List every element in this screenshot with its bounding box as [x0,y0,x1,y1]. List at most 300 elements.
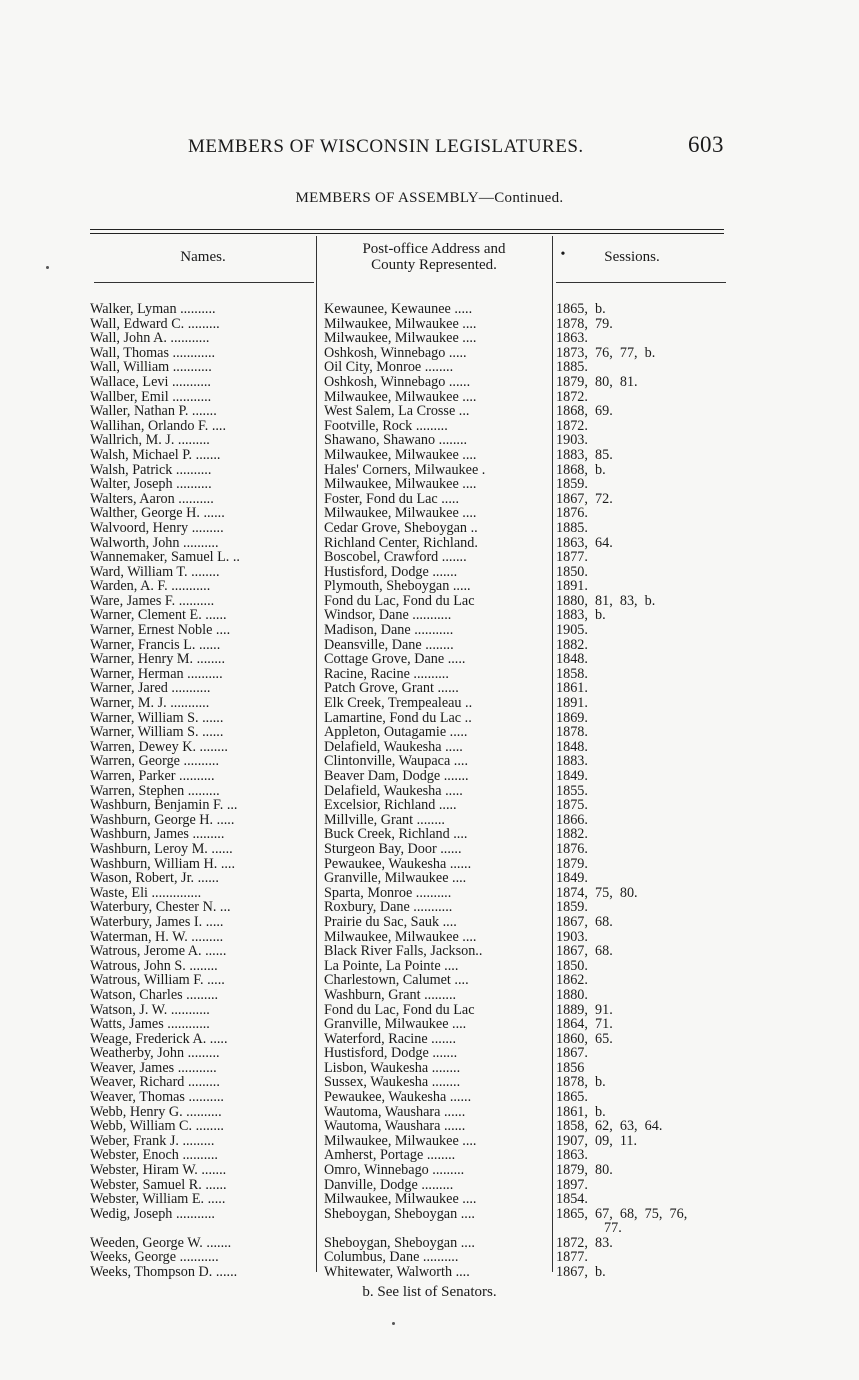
sessions-served [556,1250,736,1265]
member-name: Walter, Joseph .......... [90,477,212,492]
post-office-address: Milwaukee, Milwaukee .... [324,1192,477,1207]
sessions-line: 1880, 81, 83, b. [556,592,656,609]
table-row [0,740,859,755]
post-office-address: West Salem, La Crosse ... [324,404,470,419]
sessions-line: 1873, 76, 77, b. [556,344,656,361]
sessions-served [556,667,736,682]
sessions-line: 1848. [556,738,588,755]
member-name: Watrous, William F. ..... [90,973,225,988]
sessions-line: 1867, b. [556,1264,606,1280]
sessions-line: 1872. [556,388,588,405]
table-row [0,667,859,682]
sessions-line: 1858, 62, 63, 64. [556,1118,663,1135]
member-name: Ward, William T. ........ [90,564,220,580]
post-office-address: Millville, Grant ........ [324,812,445,828]
sessions-line: 1889, 91. [556,1001,613,1018]
sessions-served [556,681,736,696]
table-row [0,1178,859,1193]
post-office-address: Milwaukee, Milwaukee .... [324,316,477,332]
member-name: Washburn, William H. .... [90,856,236,872]
member-name: Watrous, Jerome A. ...... [90,944,227,959]
table-row [0,959,859,974]
table-row [0,623,859,638]
member-name: Warren, George .......... [90,754,219,769]
sessions-line: 1879, 80, 81. [556,373,638,390]
sessions-line: 1872. [556,417,588,434]
member-name: Warner, Ernest Noble .... [90,623,231,638]
sessions-line: 1882. [556,826,588,843]
sessions-served [556,375,736,390]
table-row [0,1207,859,1236]
table-row [0,696,859,711]
sessions-continuation: 77. [604,1220,622,1237]
post-office-address: Buck Creek, Richland .... [324,827,468,842]
post-office-address: Danville, Dodge ......... [324,1177,454,1193]
post-office-address: Sussex, Waukesha ........ [324,1075,461,1091]
sessions-line: 1859. [556,899,588,916]
sessions-served [556,1032,736,1047]
member-name: Weaver, James ........... [90,1060,217,1076]
post-office-address: Hustisford, Dodge ....... [324,1046,458,1061]
sessions-served [556,900,736,915]
sessions-served [556,550,736,565]
member-name: Warner, William S. ...... [90,710,224,726]
table-row [0,813,859,828]
footnote: b. See list of Senators. [362,1284,497,1300]
member-name: Warner, Herman .......... [90,666,223,682]
member-name: Watson, J. W. ........... [90,1002,210,1018]
sessions-line: 1867, 72. [556,490,613,507]
table-row [0,1046,859,1061]
sessions-line: 1854. [556,1191,588,1208]
sessions-line: 1905. [556,622,588,639]
post-office-address: Foster, Fond du Lac ..... [324,491,459,507]
sessions-served [556,579,736,594]
sessions-line: 1865. [556,1089,588,1106]
table-row [0,681,859,696]
member-name: Wallihan, Orlando F. .... [90,418,227,434]
sessions-served [556,973,736,988]
member-name: Washburn, Benjamin F. ... [90,798,238,813]
sessions-served [556,1090,736,1105]
sessions-line: 1849. [556,870,588,887]
member-name: Webb, William C. ........ [90,1119,224,1134]
post-office-address: Beaver Dam, Dodge ....... [324,769,469,784]
table-row [0,565,859,580]
sessions-served [556,492,736,507]
post-office-address: Lisbon, Waukesha ........ [324,1060,461,1076]
post-office-address: Madison, Dane ........... [324,623,454,638]
member-name: Wallber, Emil ........... [90,389,212,405]
sessions-line: 1863, 64. [556,534,613,551]
sessions-served [556,827,736,842]
post-office-address: Cedar Grove, Sheboygan .. [324,520,478,536]
post-office-address: Windsor, Dane ........... [324,608,452,624]
column-header-names: Names. [180,249,226,265]
sessions-line: 1859. [556,476,588,493]
table-row [0,1236,859,1251]
member-name: Waterman, H. W. ......... [90,929,224,945]
post-office-address: Amherst, Portage ........ [324,1148,456,1164]
post-office-address: Pewaukee, Waukesha ...... [324,856,472,872]
sessions-served [556,769,736,784]
post-office-address: Oshkosh, Winnebago ...... [324,374,471,390]
sessions-line: 1874, 75, 80. [556,884,638,901]
table-row [0,1192,859,1207]
sessions-served [556,390,736,405]
sessions-line: 1885. [556,359,588,376]
table-row [0,448,859,463]
post-office-address: Footville, Rock ......... [324,418,448,434]
post-office-address: Milwaukee, Milwaukee .... [324,506,477,521]
sessions-line: 1872, 83. [556,1234,613,1251]
post-office-address: Sparta, Monroe .......... [324,885,452,901]
sessions-served [556,419,736,434]
post-office-address: Cottage Grove, Dane ..... [324,652,466,667]
sessions-line: 1863. [556,330,588,347]
member-name: Walworth, John .......... [90,535,219,551]
member-name: Ware, James F. .......... [90,593,215,609]
post-office-address: Patch Grove, Grant ...... [324,681,459,697]
table-row [0,769,859,784]
member-name: Warren, Dewey K. ........ [90,739,228,755]
table-row [0,1017,859,1032]
member-name: Walvoord, Henry ......... [90,520,224,536]
table-row [0,506,859,521]
member-name: Wedig, Joseph ........... [90,1206,215,1222]
sessions-served [556,798,736,813]
table-row [0,463,859,478]
post-office-address: Hales' Corners, Milwaukee . [324,462,486,478]
sessions-line: 1878, b. [556,1074,606,1091]
sessions-line: 1858. [556,665,588,682]
sessions-served [556,886,736,901]
post-office-address: Wautoma, Waushara ...... [324,1104,466,1120]
post-office-address: Richland Center, Richland. [324,535,478,551]
post-office-address: Delafield, Waukesha ..... [324,783,463,799]
sessions-served [556,623,736,638]
sessions-line: 1879, 80. [556,1162,613,1179]
table-row [0,1105,859,1120]
table-row [0,944,859,959]
sessions-served [556,346,736,361]
sessions-served [556,638,736,653]
post-office-address: Prairie du Sac, Sauk .... [324,914,457,930]
table-row [0,1032,859,1047]
post-office-address: Milwaukee, Milwaukee .... [324,929,477,945]
sessions-line: 1865, 67, 68, 75, 76, [556,1205,688,1222]
post-office-address: Milwaukee, Milwaukee .... [324,389,477,405]
sessions-served [556,857,736,872]
sessions-line: 1903. [556,928,588,945]
member-name: Weeks, Thompson D. ...... [90,1265,238,1280]
sessions-line: 1879. [556,855,588,872]
table-row [0,608,859,623]
member-name: Wall, John A. ........... [90,331,210,346]
sessions-line: 1877. [556,549,588,566]
table-row [0,652,859,667]
post-office-address: Roxbury, Dane ........... [324,900,453,915]
table-row [0,842,859,857]
sessions-line: 1850. [556,563,588,580]
table-row [0,827,859,842]
sessions-served [556,784,736,799]
member-name: Wall, Thomas ............ [90,345,216,361]
sessions-served [556,725,736,740]
sessions-served [556,944,736,959]
member-name: Walther, George H. ...... [90,506,225,521]
sessions-line: 1868, 69. [556,403,613,420]
sessions-served [556,959,736,974]
sessions-served [556,711,736,726]
table-row [0,433,859,448]
sessions-line: 1883, 85. [556,446,613,463]
table-row [0,711,859,726]
table-row [0,317,859,332]
sessions-served [556,1178,736,1193]
member-name: Watson, Charles ......... [90,987,219,1003]
post-office-address: Waterford, Racine ....... [324,1031,457,1047]
sessions-served [556,506,736,521]
post-office-address: Plymouth, Sheboygan ..... [324,579,471,594]
sessions-served [556,813,736,828]
sessions-served [556,1105,736,1120]
table-row [0,477,859,492]
table-row [0,1148,859,1163]
post-office-address: La Pointe, La Pointe .... [324,958,459,974]
member-name: Walsh, Patrick .......... [90,462,212,478]
post-office-address: Black River Falls, Jackson.. [324,944,483,959]
sessions-line: 1864, 71. [556,1016,613,1033]
sessions-line: 1878. [556,724,588,741]
post-office-address: Granville, Milwaukee .... [324,1017,467,1032]
sessions-line: 1880. [556,986,588,1003]
sessions-line: 1862. [556,972,588,989]
table-row [0,1134,859,1149]
table-row [0,871,859,886]
table-row [0,1075,859,1090]
post-office-address: Excelsior, Richland ..... [324,798,457,813]
sessions-served [556,1163,736,1178]
sessions-served [556,1046,736,1061]
column-header-post-office-line2: County Represented. [371,257,497,273]
sessions-line: 1876. [556,840,588,857]
post-office-address: Clintonville, Waupaca .... [324,754,468,769]
sessions-served [556,1017,736,1032]
sessions-served [556,754,736,769]
sessions-line: 1869. [556,709,588,726]
sessions-served [556,536,736,551]
member-name: Warren, Stephen ......... [90,783,220,799]
sessions-line: 1849. [556,768,588,784]
member-name: Wall, William ........... [90,360,212,375]
table-row [0,973,859,988]
post-office-address: Hustisford, Dodge ....... [324,564,458,580]
member-name: Walsh, Michael P. ....... [90,447,221,463]
table-row [0,550,859,565]
sessions-served [556,871,736,886]
sessions-line: 1885. [556,519,588,536]
member-name: Warner, William S. ...... [90,725,224,740]
sessions-served [556,1003,736,1018]
table-row [0,1003,859,1018]
sessions-line: 1878, 79. [556,315,613,332]
member-name: Webster, Samuel R. ...... [90,1177,227,1193]
member-name: Watts, James ............ [90,1017,210,1032]
header-rule-sessions [556,282,726,283]
sessions-line: 1867, 68. [556,913,613,930]
member-name: Weeden, George W. ....... [90,1235,232,1251]
sessions-line: 1861. [556,680,588,697]
member-name: Washburn, James ......... [90,827,225,842]
section-subheading: MEMBERS OF ASSEMBLY—Continued. [295,190,564,206]
members-table [0,302,859,1280]
sessions-line: 1850. [556,957,588,974]
table-row [0,988,859,1003]
sessions-line: 1875. [556,797,588,814]
table-row [0,390,859,405]
sessions-served [556,360,736,375]
sessions-served [556,477,736,492]
sessions-line: 1848. [556,651,588,668]
member-name: Waller, Nathan P. ....... [90,404,217,419]
page-number: 603 [688,132,724,157]
post-office-address: Fond du Lac, Fond du Lac [324,593,475,609]
column-header-post-office [318,241,550,273]
sessions-served [556,930,736,945]
table-row [0,331,859,346]
post-office-address: Delafield, Waukesha ..... [324,739,463,755]
table-row [0,1265,859,1280]
table-row [0,915,859,930]
sessions-line: 1882. [556,636,588,653]
member-name: Webster, Enoch .......... [90,1148,218,1164]
sessions-served [556,1236,736,1251]
table-row [0,375,859,390]
sessions-line: 1907, 09, 11. [556,1132,638,1149]
member-name: Washburn, George H. ..... [90,812,235,828]
sessions-served [556,404,736,419]
post-office-address: Milwaukee, Milwaukee .... [324,447,477,463]
print-speck [392,1322,395,1325]
member-name: Webb, Henry G. .......... [90,1104,222,1120]
table-row [0,1250,859,1265]
sessions-served [556,842,736,857]
post-office-address: Sheboygan, Sheboygan .... [324,1235,475,1251]
member-name: Wall, Edward C. ......... [90,316,220,332]
post-office-address: Shawano, Shawano ........ [324,433,468,448]
table-row [0,798,859,813]
member-name: Warner, Clement E. ...... [90,608,227,624]
sessions-line: 1867. [556,1045,588,1062]
table-row [0,638,859,653]
sessions-served [556,1148,736,1163]
sessions-served [556,1207,736,1236]
post-office-address: Lamartine, Fond du Lac .. [324,710,472,726]
member-name: Weber, Frank J. ......... [90,1133,215,1149]
post-office-address: Granville, Milwaukee .... [324,871,467,886]
sessions-served [556,565,736,580]
member-name: Wallrich, M. J. ......... [90,433,210,448]
sessions-served [556,317,736,332]
table-row [0,1119,859,1134]
sessions-line: 1897. [556,1176,588,1193]
sessions-served [556,433,736,448]
sessions-served [556,915,736,930]
table-row [0,725,859,740]
sessions-line: 1856 [556,1059,585,1076]
sessions-served [556,1134,736,1149]
sessions-line: 1891. [556,578,588,595]
table-row [0,579,859,594]
table-row [0,857,859,872]
table-row [0,404,859,419]
member-name: Webster, Hiram W. ....... [90,1163,227,1178]
header-rule-names [94,282,314,283]
post-office-address: Fond du Lac, Fond du Lac [324,1002,475,1018]
sessions-served [556,1075,736,1090]
sessions-line: 1860, 65. [556,1030,613,1047]
page-title: MEMBERS OF WISCONSIN LEGISLATURES. [188,136,584,157]
table-row [0,419,859,434]
sessions-served [556,652,736,667]
post-office-address: Wautoma, Waushara ...... [324,1119,466,1134]
sessions-served [556,1061,736,1076]
post-office-address: Whitewater, Walworth .... [324,1265,470,1280]
sessions-line: 1903. [556,432,588,449]
sessions-line: 1891. [556,695,588,712]
member-name: Walters, Aaron .......... [90,491,214,507]
sessions-served [556,608,736,623]
sessions-line: 1865, b. [556,301,606,317]
member-name: Wannemaker, Samuel L. .. [90,550,240,565]
table-row [0,754,859,769]
sessions-served [556,463,736,478]
table-row [0,536,859,551]
table-row [0,1061,859,1076]
member-name: Weaver, Richard ......... [90,1075,220,1091]
sessions-served [556,1192,736,1207]
member-name: Warren, Parker .......... [90,769,215,784]
table-row [0,346,859,361]
sessions-line: 1883. [556,753,588,770]
member-name: Wason, Robert, Jr. ...... [90,871,219,886]
sessions-served [556,740,736,755]
table-row [0,886,859,901]
top-double-rule [90,229,724,230]
member-name: Warner, Francis L. ...... [90,637,221,653]
table-row [0,1090,859,1105]
column-header-sessions-mark: • [560,247,566,262]
table-row [0,1163,859,1178]
sessions-served [556,988,736,1003]
member-name: Waterbury, James I. ..... [90,914,224,930]
table-row [0,594,859,609]
post-office-address: Omro, Winnebago ......... [324,1163,465,1178]
sessions-served [556,331,736,346]
post-office-address: Sheboygan, Sheboygan .... [324,1206,475,1222]
sessions-served [556,448,736,463]
sessions-served [556,302,736,317]
sessions-served [556,1265,736,1280]
print-speck [46,266,49,269]
member-name: Warner, Jared ........... [90,681,211,697]
sessions-line: 1855. [556,782,588,799]
post-office-address: Pewaukee, Waukesha ...... [324,1090,472,1105]
post-office-address: Kewaunee, Kewaunee ..... [324,302,473,317]
post-office-address: Oil City, Monroe ........ [324,360,454,375]
member-name: Watrous, John S. ........ [90,958,218,974]
